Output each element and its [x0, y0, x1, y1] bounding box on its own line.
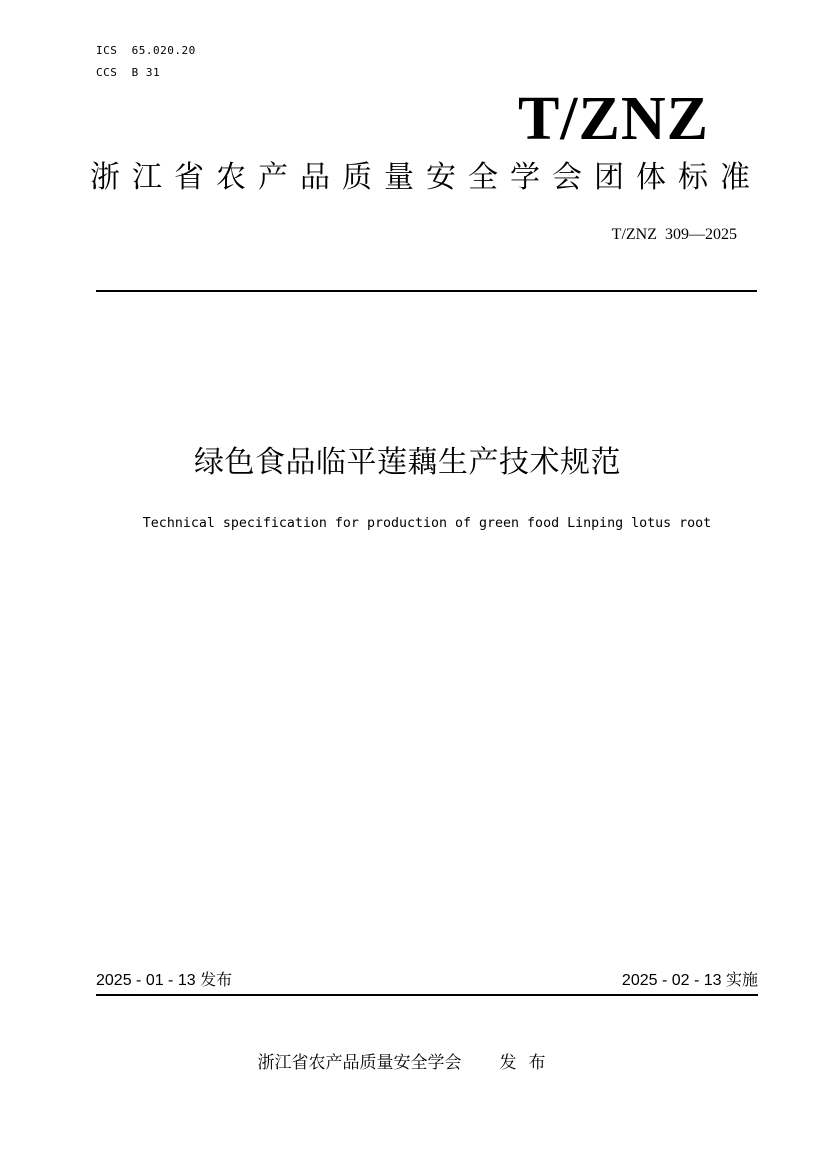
org-title-char: 量 — [384, 160, 414, 195]
org-title-char: 安 — [426, 160, 456, 195]
issue-date: 2025 - 01 - 13 发布 — [96, 972, 233, 989]
document-title-en: Technical specification for production of green food Linping lotus root — [142, 516, 712, 531]
classification-codes — [96, 40, 196, 84]
standard-number: T/ZNZ 309—2025 — [611, 226, 737, 243]
org-title-char: 标 — [678, 160, 708, 195]
document-title-zh: 绿色食品临平莲藕生产技术规范 — [194, 445, 621, 480]
top-divider — [96, 290, 757, 292]
implementation-date: 2025 - 02 - 13 实施 — [621, 972, 758, 989]
org-title-char: 体 — [636, 160, 666, 195]
publisher-name: 浙江省农产品质量安全学会 — [257, 1053, 462, 1073]
org-title-char: 学 — [510, 160, 540, 195]
publisher-line — [0, 1050, 815, 1076]
org-title-char: 产 — [258, 160, 288, 195]
org-title-char: 全 — [468, 160, 498, 195]
org-title-char: 准 — [720, 160, 750, 195]
bottom-divider — [96, 994, 758, 996]
standard-logo: T/ZNZ — [517, 85, 709, 153]
publish-action: 发布 — [499, 1053, 558, 1073]
org-title-char: 团 — [594, 160, 624, 195]
org-title-char: 省 — [174, 160, 204, 195]
org-title-char: 江 — [132, 160, 162, 195]
ics-code: ICS 65.020.20 — [96, 44, 196, 57]
ccs-code: CCS B 31 — [96, 66, 161, 79]
org-title-char: 会 — [552, 160, 582, 195]
org-title-char: 质 — [342, 160, 372, 195]
org-title-char: 农 — [216, 160, 246, 195]
org-standard-title — [90, 156, 750, 200]
org-title-char: 浙 — [90, 160, 120, 195]
date-row — [96, 969, 758, 993]
org-title-char: 品 — [300, 160, 330, 195]
